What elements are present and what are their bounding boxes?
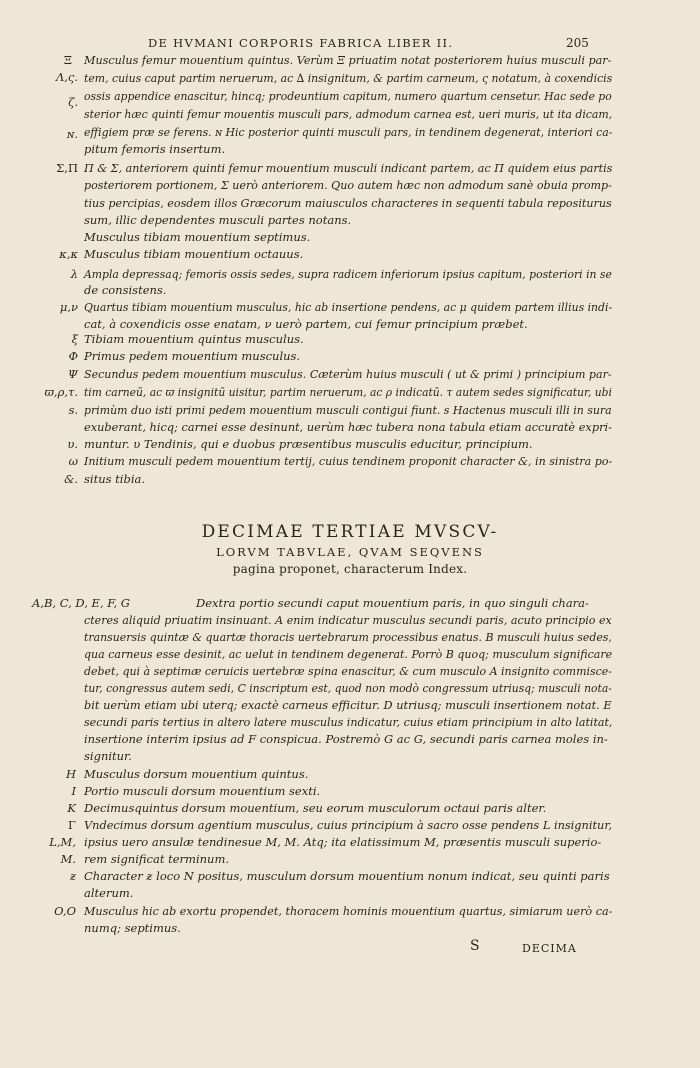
text-line: sum, illic dependentes musculi partes notans. bbox=[84, 213, 352, 227]
running-head: DE HVMANI CORPORIS FABRICA LIBER II. bbox=[148, 36, 454, 50]
text-line: Dextra portio secundi caput mouentium paris, in quo singuli chara- bbox=[196, 596, 589, 610]
margin-label: ω bbox=[68, 454, 78, 468]
text-line: Ampla depressaq; femoris ossis sedes, supra radicem inferiorum ipsius capitum, posteriori in se bbox=[84, 267, 612, 281]
margin-label: I bbox=[71, 784, 76, 798]
margin-label: υ. bbox=[67, 437, 78, 451]
text-line: tem, cuius caput partim neruerum, ac ∆ insignitum, & partim carneum, ς notatum, à coxendicis bbox=[84, 71, 613, 85]
text-line: tius percipias, eosdem illos Græcorum maiusculos characteres in sequenti tabula repositurus bbox=[84, 196, 612, 210]
catchword: DECIMA bbox=[522, 942, 577, 955]
text-line: muntur. υ Tendinis, qui e duobus præsentibus musculis educitur, principium. bbox=[84, 437, 533, 451]
margin-label: L,M, bbox=[49, 835, 76, 849]
text-line: Vndecimus dorsum agentium musculus, cuius principium à sacro osse pendens L insignitur, bbox=[84, 818, 613, 832]
text-line: posteriorem portionem, Σ uerò anteriorem. Quo autem hæc non admodum sanè obuia promp- bbox=[84, 178, 612, 192]
margin-label: A,B, C, D, E, F, G bbox=[32, 596, 130, 610]
margin-label: &. bbox=[64, 472, 78, 486]
text-line: signitur. bbox=[84, 749, 132, 763]
margin-label: Σ,Π bbox=[56, 161, 78, 175]
text-line: rem significat terminum. bbox=[84, 852, 230, 866]
margin-label: s. bbox=[68, 403, 78, 417]
margin-label: ξ bbox=[71, 332, 78, 346]
margin-label: κ,κ bbox=[59, 247, 78, 261]
section-title: DECIMAE TERTIAE MVSCV- bbox=[201, 522, 499, 542]
margin-label: ζ. bbox=[68, 95, 78, 109]
text-line: Musculus dorsum mouentium quintus. bbox=[84, 767, 309, 781]
text-line: pitum femoris insertum. bbox=[84, 142, 226, 156]
margin-label: Ψ bbox=[67, 367, 78, 381]
text-line: Primus pedem mouentium musculus. bbox=[84, 349, 301, 363]
text-line: effigiem præ se ferens. ɴ Hic posterior quinti musculi pars, in tendinem degenerat, interiori ca- bbox=[84, 125, 613, 139]
text-line: transuersis quintæ & quartæ thoracis uertebrarum processibus enatus. B musculi huius sedes, bbox=[84, 630, 612, 644]
text-line: situs tibia. bbox=[84, 472, 146, 486]
section-title-line2: LORVM TABVLAE, QVAM SEQVENS bbox=[216, 545, 484, 559]
text-line: ipsius uero ansulæ tendinesue M, M. Atq; ita elatissimum M, præsentis musculi superio- bbox=[84, 835, 602, 849]
margin-label: M. bbox=[60, 852, 76, 866]
text-line: Portio musculi dorsum mouentium sexti. bbox=[84, 784, 321, 798]
text-line: tim carneū, ac ϖ insignitū uisitur, partim neruerum, ac ρ indicatū. τ autem sedes significatur, ubi bbox=[84, 385, 612, 399]
text-line: Decimusquintus dorsum mouentium, seu eorum musculorum octaui paris alter. bbox=[84, 801, 547, 815]
text-line: Secundus pedem mouentium musculus. Cæterùm huius musculi ( ut & primi ) principium par- bbox=[84, 367, 612, 381]
text-line: cat, à coxendicis osse enatam, ν uerò partem, cui femur principium præbet. bbox=[84, 317, 528, 331]
text-line: Musculus femur mouentium quintus. Verùm Ξ priuatim notat posteriorem huius musculi par- bbox=[84, 53, 612, 67]
text-line: Initium musculi pedem mouentium tertij, cuius tendinem proponit character &, in sinistra po- bbox=[84, 454, 613, 468]
text-line: tur, congressus autem sedi, C inscriptum est, quod non modò congressum utriusq; musculi nota- bbox=[84, 681, 612, 695]
text-line: de consistens. bbox=[84, 283, 167, 297]
margin-label: Ξ bbox=[63, 53, 72, 67]
text-line: debet, qui à septimæ ceruicis uertebræ spina enascitur, & cum musculo A insignito commisce- bbox=[84, 664, 613, 678]
section-title-line3: pagina proponet, characterum Index. bbox=[232, 562, 468, 576]
margin-label: μ,ν bbox=[59, 300, 78, 314]
page-number: 205 bbox=[566, 36, 589, 50]
signature-mark: S bbox=[470, 938, 480, 954]
text-line: Musculus tibiam mouentium octauus. bbox=[84, 247, 304, 261]
text-line: Character ƶ loco N positus, musculum dorsum mouentium nonum indicat, seu quinti paris bbox=[84, 869, 610, 883]
margin-label: K bbox=[67, 801, 76, 815]
margin-label: O,O bbox=[54, 904, 76, 918]
margin-label: Γ bbox=[68, 818, 76, 832]
margin-label: ƶ bbox=[69, 869, 76, 883]
text-line: qua carneus esse desinit, ac uelut in tendinem degenerat. Porrò B quoq; musculum significare bbox=[84, 647, 613, 661]
margin-label: ɴ. bbox=[66, 127, 78, 141]
text-line: Musculus tibiam mouentium septimus. bbox=[84, 230, 311, 244]
margin-label: H bbox=[65, 767, 76, 781]
text-line: bit uerùm etiam ubi uterq; exactè carneus efficitur. D utriusq; musculi insertionem notat. E bbox=[84, 698, 612, 712]
margin-label: Φ bbox=[68, 349, 78, 363]
text-line: Tibiam mouentium quintus musculus. bbox=[84, 332, 304, 346]
margin-label: λ bbox=[70, 267, 78, 281]
text-line: Π & Σ, anteriorem quinti femur mouentium musculi indicant partem, ac Π quidem eius partis bbox=[84, 161, 613, 175]
margin-label: Ʌ,ς. bbox=[55, 70, 78, 84]
text-line: primùm duo isti primi pedem mouentium musculi contigui fiunt. s Hactenus musculi illi in sura bbox=[84, 403, 612, 417]
text-line: sterior hæc quinti femur mouentis musculi pars, admodum carnea est, ueri muris, ut ita dicam, bbox=[84, 107, 613, 121]
text-line: cteres aliquid priuatim insinuant. A enim indicatur musculus secundi paris, acuto principio ex bbox=[84, 613, 612, 627]
text-line: Quartus tibiam mouentium musculus, hic ab insertione pendens, ac μ quidem partem illius indi- bbox=[84, 300, 613, 314]
text-line: secundi paris tertius in altero latere musculus indicatur, cuius etiam principium in alto latitat, bbox=[84, 715, 613, 729]
margin-label: ϖ,ρ,τ. bbox=[44, 385, 78, 399]
text-line: numq; septimus. bbox=[84, 921, 181, 935]
text-line: exuberant, hicq; carnei esse desinunt, uerùm hæc tubera nona tabula etiam accuratè expri- bbox=[84, 420, 612, 434]
page-header bbox=[0, 36, 700, 52]
text-line: Musculus hic ab exortu propendet, thoracem hominis mouentium quartus, simiarum uerò ca- bbox=[84, 904, 613, 918]
text-line: alterum. bbox=[84, 886, 134, 900]
text-line: ossis appendice enascitur, hincq; prodeuntium capitum, numero quartum censetur. Hac sede po bbox=[84, 89, 612, 103]
text-line: insertione interim ipsius ad F conspicua. Postremò G ac G, secundi paris carnea moles in- bbox=[84, 732, 608, 746]
